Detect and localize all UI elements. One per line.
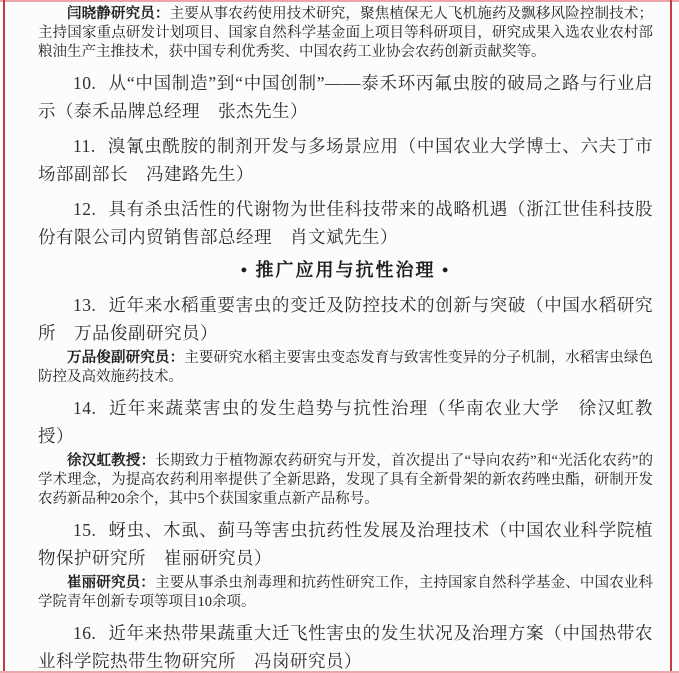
- page-border-left: [3, 0, 5, 673]
- item-text: 近年来热带果蔬重大迁飞性害虫的发生状况及治理方案（中国热带农业科学院热带生物研究所 冯岗研究员）: [38, 623, 653, 671]
- agenda-item-14: [38, 395, 653, 450]
- bio-text: 长期致力于植物源农药研究与开发，首次提出了“导向农药”和“光活化农药”的学术理念，为提高农药利用率提供了全新思路，发现了具有全新骨架的新农药唑虫酯，研制开发农药新品种20余个，其中5个获国家重点新产品称号。: [38, 453, 653, 507]
- item-text: 近年来水稻重要害虫的变迁及防控技术的创新与突破（中国水稻研究所 万品俊副研究员）: [38, 295, 653, 343]
- item-number: 15.: [73, 520, 97, 540]
- item-number: 14.: [73, 398, 97, 418]
- bio-name-label: 徐汉虹教授：: [67, 453, 156, 469]
- bio-name-label: 闫晓静研究员：: [67, 6, 170, 22]
- agenda-item-12: [38, 196, 653, 251]
- bio-text: 主要从事杀虫剂毒理和抗药性研究工作，主持国家自然科学基金、中国农业科学院青年创新专项等项目10余项。: [38, 575, 654, 610]
- item-number: 10.: [73, 73, 97, 93]
- item-number: 16.: [73, 623, 97, 643]
- document-content: [38, 5, 653, 673]
- bio-text: 主要研究水稻主要害虫变态发育与致害性变异的分子机制，水稻害虫绿色防控及高效施药技术。: [38, 350, 654, 385]
- agenda-item-16: [38, 620, 653, 673]
- bio-cui-li: [38, 574, 653, 612]
- item-number: 11.: [73, 136, 96, 156]
- item-text: 从“中国制造”到“中国创制”——泰禾环丙氟虫胺的破局之路与行业启示（泰禾品牌总经理 张杰先生）: [38, 73, 653, 121]
- page-border-top: [0, 0, 679, 2]
- agenda-item-13: [38, 292, 653, 347]
- item-text: 具有杀虫活性的代谢物为世佳科技带来的战略机遇（浙江世佳科技股份有限公司内贸销售部总经理 肖文斌先生）: [38, 199, 653, 247]
- section-header-promotion-resistance: • 推广应用与抗性治理 •: [240, 260, 451, 280]
- bio-wan-pinjun: [38, 349, 653, 387]
- bio-name-label: 万品俊副研究员：: [67, 350, 185, 366]
- bio-text: 主要从事农药使用技术研究，聚焦植保无人飞机施药及飘移风险控制技术；主持国家重点研发计划项目、国家自然科学基金面上项目等科研项目，研究成果入选农业农村部粮油生产主推技术，获中国专利优秀奖、中国农药工业协会农药创新贡献奖等。: [38, 6, 653, 60]
- bio-name-label: 崔丽研究员：: [67, 575, 155, 591]
- agenda-item-10: [38, 70, 653, 125]
- item-text: 蚜虫、木虱、蓟马等害虫抗药性发展及治理技术（中国农业科学院植物保护研究所 崔丽研究员）: [38, 520, 653, 568]
- agenda-item-11: [38, 133, 653, 188]
- bio-yan-xiaojing: [38, 5, 653, 62]
- item-number: 13.: [73, 295, 97, 315]
- page-border-right: [670, 0, 672, 673]
- item-text: 溴氰虫酰胺的制剂开发与多场景应用（中国农业大学博士、六夫丁市场部副部长 冯建路先生）: [38, 136, 653, 184]
- item-text: 近年来蔬菜害虫的发生趋势与抗性治理（华南农业大学 徐汉虹教授）: [38, 398, 653, 446]
- bio-xu-hanhong: [38, 452, 653, 509]
- agenda-item-15: [38, 517, 653, 572]
- item-number: 12.: [73, 199, 97, 219]
